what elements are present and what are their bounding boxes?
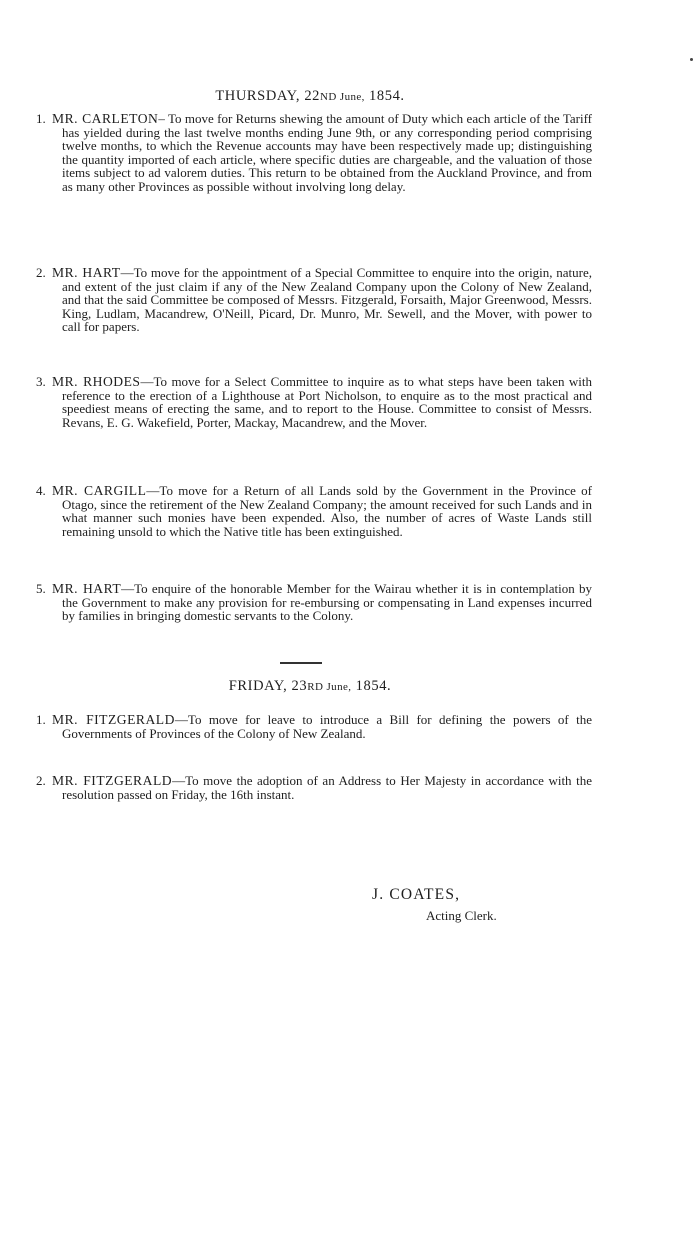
motion-text: —To enquire of the honorable Member for the Wairau whether it is in contemplation by the Government to make any provision for re-embursing or compensating in Land expenses incurred by families in bringing domestic servants to the Colony. <box>62 581 593 624</box>
motion-member: MR. HART <box>52 265 121 280</box>
motion-text: —To move for the appointment of a Special Committee to enquire into the origin, nature, and extent of the just claim if any of the New Zealand Company upon the Colony of New Zealand, and that the said Committee be composed of Messrs. Fitzgerald, Forsaith, Major Greenwood, Messrs. King, Ludlam, Macandrew, O'Neill, Picard, Dr. Munro, Mr. Sewell, and the Mover, with power to call for papers. <box>62 265 592 335</box>
motion-item <box>36 484 592 538</box>
motion-item <box>36 582 592 623</box>
day-heading-thursday <box>0 88 620 105</box>
day-date-suffix: ND <box>320 91 337 103</box>
motion-item <box>36 112 592 194</box>
motion-number: 1. <box>36 712 46 727</box>
motion-number: 2. <box>36 773 46 788</box>
day-month: June, <box>336 91 365 103</box>
motion-number: 4. <box>36 483 46 498</box>
ink-speck <box>690 58 693 61</box>
motion-text: —To move for a Return of all Lands sold by the Government in the Province of Otago, since the retirement of the New Zealand Company; the amount received for such Lands and in what manner such monies have been expended. Also, the number of acres of Waste Lands still remaining unsold to which the Native title has been extinguished. <box>62 483 592 539</box>
day-date-suffix: RD <box>307 681 324 693</box>
motion-member: MR. FITZGERALD <box>52 712 175 727</box>
day-date-number: 22 <box>300 88 321 104</box>
motion-member: MR. CARLETON <box>52 111 159 126</box>
motion-number: 2. <box>36 265 46 280</box>
clerk-name: J. COATES, <box>372 886 461 903</box>
motion-member: MR. HART <box>52 581 122 596</box>
section-divider <box>280 662 322 664</box>
motion-number: 3. <box>36 374 46 389</box>
motion-item <box>36 266 592 334</box>
motion-member: MR. CARGILL <box>52 483 147 498</box>
day-heading-friday <box>0 678 620 695</box>
motion-number: 1. <box>36 111 46 126</box>
day-month: June, <box>323 681 352 693</box>
motion-text: —To move for a Select Committee to inquire as to what steps have been taken with reference to the erection of a Lighthouse at Port Nicholson, to enquire as to the most practical and speediest means of erecting the same, and to report to the House. Committee to consist of Messrs. Revans, E. G. Wakefield, Porter, Mackay, Macandrew, and the Mover. <box>62 374 592 430</box>
motion-text: —To move for leave to introduce a Bill for defining the powers of the Governments of Provinces of the Colony of New Zealand. <box>62 712 592 741</box>
motion-member: MR. FITZGERALD <box>52 773 173 788</box>
day-weekday: THURSDAY, <box>215 88 301 104</box>
day-year: 1854. <box>351 678 392 694</box>
motion-text: —To move the adoption of an Address to Her Majesty in accordance with the resolution passed on Friday, the 16th instant. <box>62 773 592 802</box>
day-date-number: 23 <box>287 678 308 694</box>
clerk-title: Acting Clerk. <box>426 908 497 923</box>
day-year: 1854. <box>364 88 405 104</box>
motion-item <box>36 713 592 740</box>
motion-member: MR. RHODES <box>52 374 141 389</box>
motion-item <box>36 774 592 801</box>
motion-item <box>36 375 592 429</box>
day-weekday: FRIDAY, <box>228 678 288 694</box>
motion-text: – To move for Returns shewing the amount of Duty which each article of the Tariff has yielded during the last twelve months ending June 9th, or any corresponding period comprising twelve months, to which the Revenue accounts may have been respectively made up; distinguishing the quantity imported of each article, where specific duties are chargeable, and the valuation of those items subject to ad valorem duties. This return to be obtained from the Auckland Province, and from as many other Provinces as possible without involving long delay. <box>62 111 592 194</box>
motion-number: 5. <box>36 581 46 596</box>
